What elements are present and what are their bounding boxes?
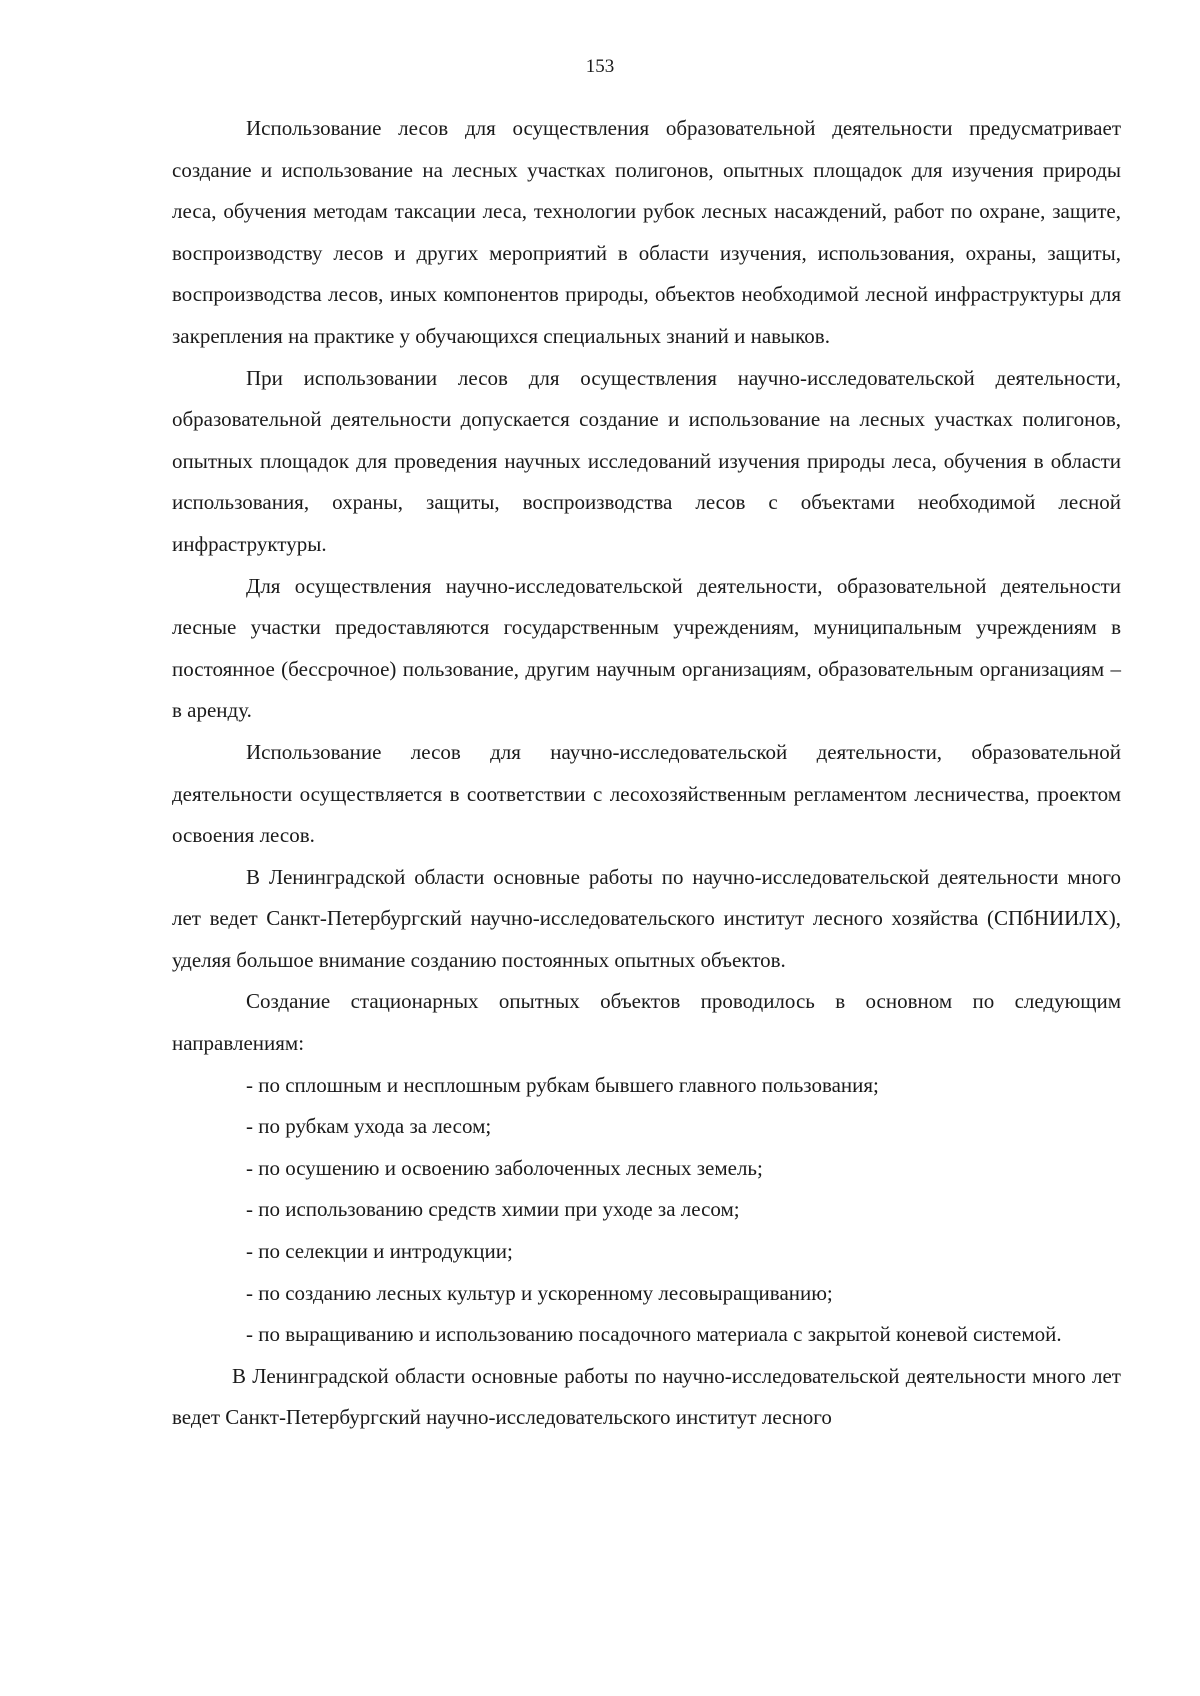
paragraph: В Ленинградской области основные работы по научно-исследовательской деятельности много лет ведет Санкт-Петербургский научно-исследовательского институт лесного хозяйства (СПбНИИЛХ), уделяя большое внимание созданию постоянных опытных объектов.: [172, 864, 1121, 972]
paragraph: Использование лесов для научно-исследовательской деятельности, образовательной деятельности осуществляется в соответствии с лесохозяйственным регламентом лесничества, проектом освоения лесов.: [172, 739, 1121, 848]
paragraph: В Ленинградской области основные работы по научно-исследовательской деятельности много лет ведет Санкт-Петербургский научно-исследовательского институт лесного: [172, 1363, 1121, 1430]
page-body: [172, 108, 1121, 1439]
list-item: - по осушению и освоению заболоченных лесных земель;: [246, 1155, 763, 1180]
page-number: 153: [585, 56, 615, 77]
list-item: - по использованию средств химии при уходе за лесом;: [246, 1197, 740, 1222]
list-item: - по рубкам ухода за лесом;: [246, 1114, 492, 1139]
paragraph: Для осуществления научно-исследовательской деятельности, образовательной деятельности лесные участки предоставляются государственным учреждениям, муниципальным учреждениям в постоянное (бессрочное) пользование, другим научным организациям, образовательным организациям – в аренду.: [172, 573, 1121, 723]
list-item: - по выращиванию и использованию посадочного материала с закрытой коневой системой.: [246, 1322, 1062, 1347]
paragraph: При использовании лесов для осуществления научно-исследовательской деятельности, образовательной деятельности допускается создание и использование на лесных участках полигонов, опытных площадок для проведения научных исследований изучения природы леса, обучения в области использования, охраны, защиты, воспроизводства лесов с объектами необходимой лесной инфраструктуры.: [172, 365, 1121, 556]
paragraph: Использование лесов для осуществления образовательной деятельности предусматривает создание и использование на лесных участках полигонов, опытных площадок для изучения природы леса, обучения методам таксации леса, технологии рубок лесных насаждений, работ по охране, защите, воспроизводству лесов и других мероприятий в области изучения, использования, охраны, защиты, воспроизводства лесов, иных компонентов природы, объектов необходимой лесной инфраструктуры для закрепления на практике у обучающихся специальных знаний и навыков.: [172, 116, 1121, 348]
list-item: - по селекции и интродукции;: [246, 1239, 513, 1264]
list-item: - по сплошным и несплошным рубкам бывшего главного пользования;: [246, 1072, 879, 1097]
list-item: - по созданию лесных культур и ускоренному лесовыращиванию;: [246, 1280, 833, 1305]
paragraph: Создание стационарных опытных объектов проводилось в основном по следующим направлениям:: [172, 989, 1121, 1056]
